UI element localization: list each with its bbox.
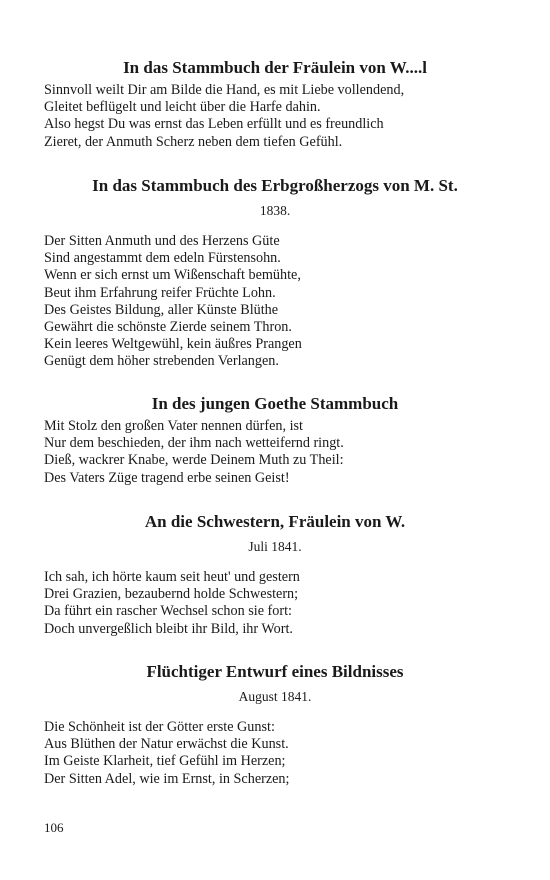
poem-line: Zieret, der Anmuth Scherz neben dem tiefen Gefühl. xyxy=(44,133,343,150)
poem-line: Die Schönheit ist der Götter erste Gunst: xyxy=(44,719,275,735)
poem-line: Genügt dem höher strebenden Verlangen. xyxy=(44,353,279,370)
poem-goethe-stammbuch xyxy=(44,394,506,487)
poem-line: Mit Stolz den großen Vater nennen dürfen, ist xyxy=(44,418,303,434)
poem-line: Des Vaters Züge tragend erbe seinen Geist! xyxy=(44,469,290,486)
poem-line: Gewährt die schönste Zierde seinem Thron. xyxy=(44,319,292,336)
poem-date: Juli 1841. xyxy=(248,539,302,554)
page-number: 106 xyxy=(44,820,64,835)
poem-line: Beut ihm Erfahrung reifer Früchte Lohn. xyxy=(44,284,276,301)
poem-line: Also hegst Du was ernst das Leben erfüllt und es freundlich xyxy=(44,116,384,133)
poem-bildnis xyxy=(44,662,506,788)
poem-line: Aus Blüthen der Natur erwächst die Kunst. xyxy=(44,736,289,753)
poem-lines xyxy=(44,719,506,788)
poem-line: Im Geiste Klarheit, tief Gefühl im Herzen; xyxy=(44,753,286,770)
book-page xyxy=(44,0,506,880)
poem-line: Des Geistes Bildung, aller Künste Blüthe xyxy=(44,301,279,318)
poem-date: August 1841. xyxy=(238,689,312,704)
poem-line: Kein leeres Weltgewühl, kein äußres Prangen xyxy=(44,336,302,353)
poem-line: Der Sitten Anmuth und des Herzens Güte xyxy=(44,233,280,249)
poem-line: Nur dem beschieden, der ihm nach wetteifernd ringt. xyxy=(44,435,344,452)
poem-line: Dieß, wackrer Knabe, werde Deinem Muth zu Theil: xyxy=(44,452,344,469)
poem-line: Gleitet beflügelt und leicht über die Harfe dahin. xyxy=(44,99,321,116)
poem-line: Der Sitten Adel, wie im Ernst, in Scherzen; xyxy=(44,770,290,787)
poem-line: Doch unvergeßlich bleibt ihr Bild, ihr Wort. xyxy=(44,620,293,637)
poem-line: Ich sah, ich hörte kaum seit heut' und gestern xyxy=(44,569,300,585)
poem-line: Sind angestammt dem edeln Fürstensohn. xyxy=(44,250,281,267)
poem-line: Wenn er sich ernst um Wißenschaft bemühte, xyxy=(44,267,301,284)
poem-lines xyxy=(44,418,506,487)
poem-schwestern xyxy=(44,512,506,638)
poem-title: Flüchtiger Entwurf eines Bildnisses xyxy=(146,662,404,681)
poem-erbgrossherzog xyxy=(44,176,506,371)
poem-line: Da führt ein rascher Wechsel schon sie fort: xyxy=(44,603,292,620)
poem-line: Drei Grazien, bezaubernd holde Schwestern; xyxy=(44,586,299,603)
poem-date: 1838. xyxy=(259,203,291,218)
poem-lines xyxy=(44,569,506,638)
poem-lines xyxy=(44,233,506,371)
poem-title: In das Stammbuch der Fräulein von W....l xyxy=(123,58,427,77)
poem-line: Sinnvoll weilt Dir am Bilde die Hand, es mit Liebe vollendend, xyxy=(44,82,405,98)
poem-w-stammbuch xyxy=(44,58,506,151)
poem-lines xyxy=(44,82,506,151)
poem-title: In des jungen Goethe Stammbuch xyxy=(151,394,399,413)
poem-title: In das Stammbuch des Erbgroßherzogs von M. St. xyxy=(92,176,458,195)
poem-title: An die Schwestern, Fräulein von W. xyxy=(144,512,406,531)
